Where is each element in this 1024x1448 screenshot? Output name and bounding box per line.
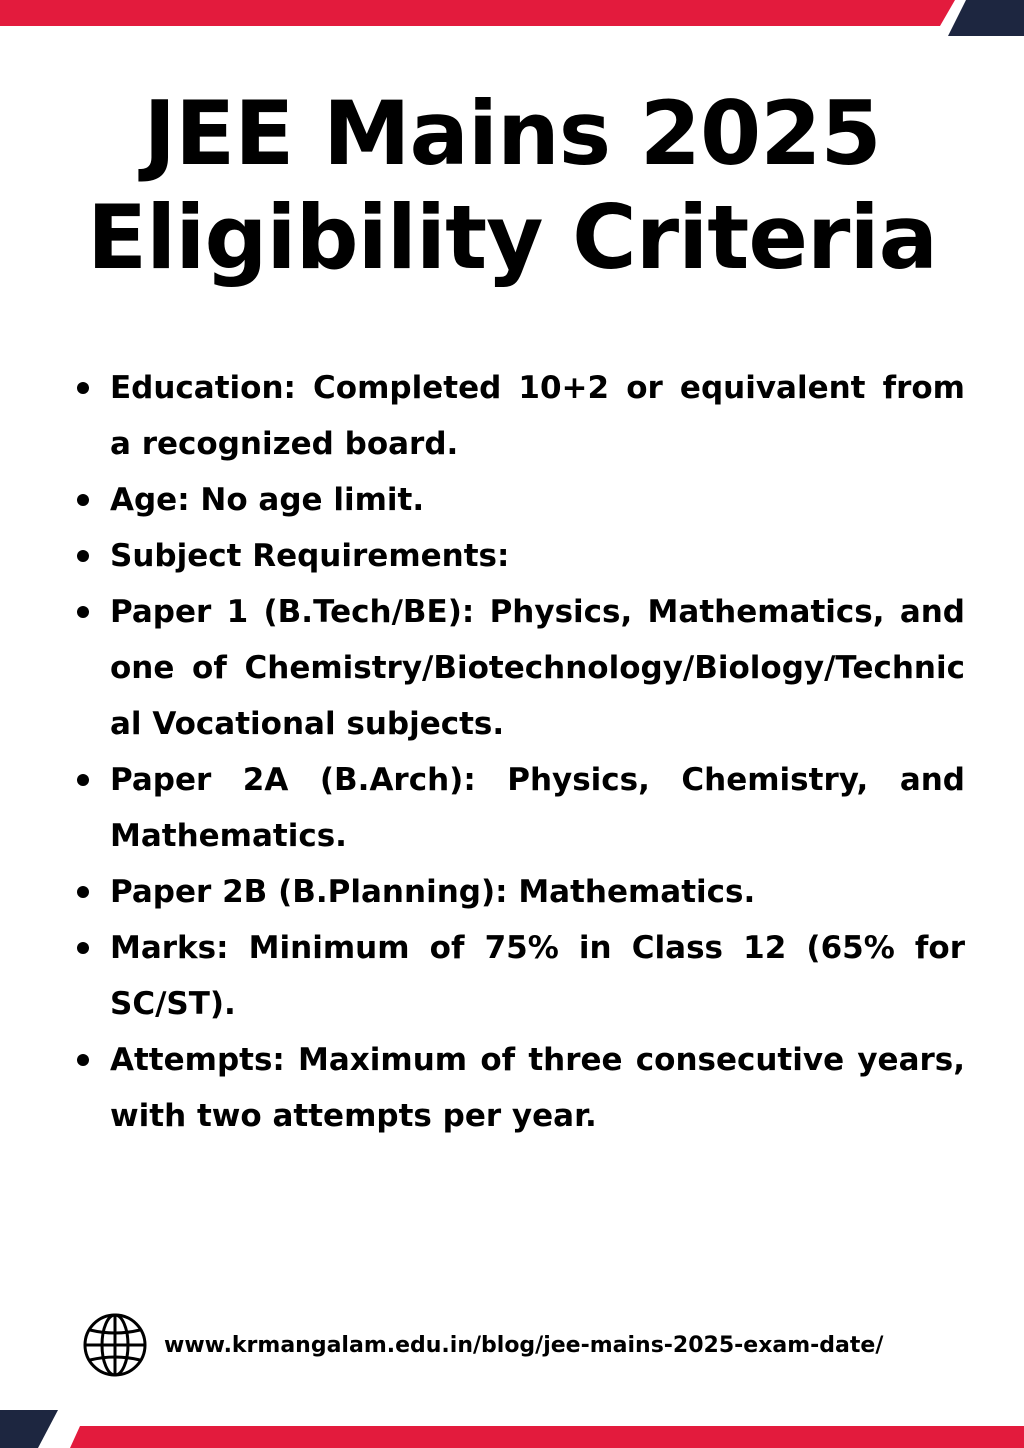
criteria-item-paper-1 [110,584,965,752]
bullet-icon [77,1054,89,1066]
criteria-text: Education: Completed 10+2 or equivalent from a recognized board. [110,370,965,462]
criteria-text: Paper 2A (B.Arch): Physics, Chemistry, and Mathematics. [110,762,965,854]
bullet-icon [77,606,89,618]
title-line-1: JEE Mains 2025 [143,82,881,185]
footer-url-link[interactable]: www.krmangalam.edu.in/blog/jee-mains-2025-exam-date/ [164,1332,884,1358]
footer [82,1312,883,1378]
criteria-list [110,360,965,1144]
criteria-item-paper-2b [110,864,965,920]
page-title [0,82,1024,290]
criteria-text: Age: No age limit. [110,482,425,518]
criteria-item-attempts [110,1032,965,1144]
globe-icon [82,1312,148,1378]
bottom-red-stripe [0,1408,1024,1448]
criteria-item-paper-2a [110,752,965,864]
criteria-text: Paper 1 (B.Tech/BE): Physics, Mathematics, and one of Chemistry/Biotechnology/Biology/Technical Vocational subjects. [110,594,965,742]
criteria-text: Paper 2B (B.Planning): Mathematics. [110,874,756,910]
bullet-icon [77,494,89,506]
bullet-icon [77,382,89,394]
top-red-stripe [0,0,1024,40]
criteria-item-age [110,472,965,528]
bullet-icon [77,774,89,786]
bullet-icon [77,942,89,954]
criteria-item-subject-requirements [110,528,965,584]
criteria-item-education [110,360,965,472]
bullet-icon [77,550,89,562]
criteria-item-marks [110,920,965,1032]
criteria-text: Marks: Minimum of 75% in Class 12 (65% for SC/ST). [110,930,965,1022]
bullet-icon [77,886,89,898]
title-line-2: Eligibility Criteria [87,186,937,289]
criteria-text: Attempts: Maximum of three consecutive years, with two attempts per year. [110,1042,965,1134]
criteria-text: Subject Requirements: [110,538,510,574]
